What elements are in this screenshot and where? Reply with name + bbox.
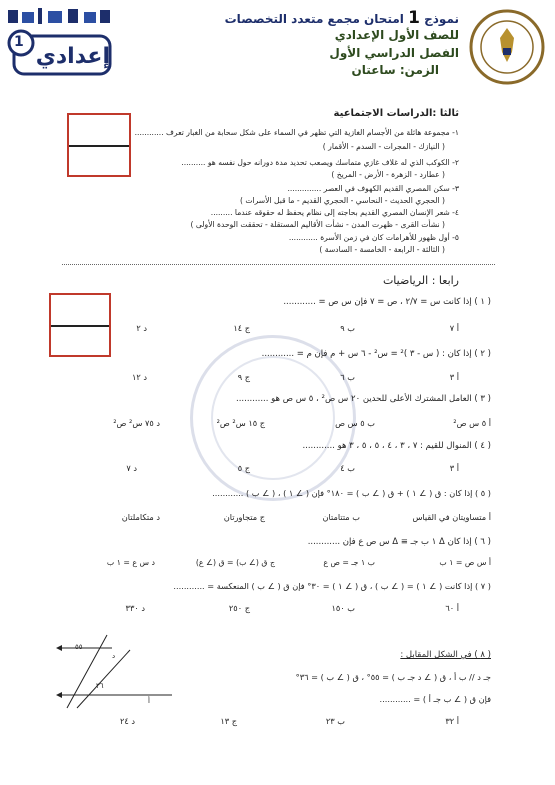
math-q6-opt-d: د س ع = ١ ب [106, 558, 155, 567]
math-q1: ( ١ ) إذا كانت س = ٢/٧ ، ص = ٧ فإن س ص = ............ [283, 297, 491, 307]
watermark-seal [190, 335, 356, 501]
math-q4-opt-d: د ٧ [126, 463, 137, 473]
social-q2: ٢- الكوكب الذي له غلاف غازي متماسك ويصعب تحديد مدة دورانه حول نفسه هو .......... [181, 158, 459, 167]
math-q4-opt-b: ب ٤ [340, 463, 355, 473]
math-q7-opt-a: أ ٦٠ [445, 603, 459, 613]
figure-label-36: ٣٦ [96, 682, 104, 690]
social-title: ثالثا :الدراسات الاجتماعية [333, 108, 459, 119]
math-q7-opt-b: ب ١٥٠ [331, 603, 355, 613]
math-q8-line2: فإن ق ( ∠ ب جـ أ ) = ............ [379, 694, 491, 704]
score-box-math [49, 293, 111, 357]
stationery-icons [6, 6, 114, 26]
section-divider [62, 264, 495, 265]
math-q5-opt-a: أ متساويتان في القياس [412, 512, 491, 522]
header-prefix: نموذج [424, 12, 459, 26]
badge-text: إعدادي [35, 44, 110, 69]
social-q3-options: ( الحجري الحديث - النحاسي - الحجري القديم - ما قبل الأسرات ) [239, 196, 445, 205]
term-label: الفصل الدراسي الأول [329, 46, 459, 60]
score-box-social [67, 113, 131, 177]
social-q1-options: ( النيازك - المجرات - السدم - الأقمار ) [322, 142, 445, 151]
math-q8-opt-d: د ٢٤ [119, 716, 135, 726]
math-q7: ( ٧ ) إذا كانت ( ∠ ١ ) = ( ∠ ب ) ، ق ( ∠ ١ ) = ٣٠° فإن ق ( ∠ ب ) المنعكسة = ............ [173, 581, 491, 591]
model-number: 1 [408, 8, 420, 28]
exam-title: امتحان مجمع متعدد التخصصات [224, 12, 404, 26]
social-q1: ١- مجموعة هائلة من الأجسام الغازية التي تظهر في السماء على شكل سحابة من الغبار تعرف ............ [134, 128, 459, 137]
math-q8-opt-c: ج ١٣ [220, 716, 237, 726]
math-q1-opt-a: أ ٧ [449, 323, 459, 333]
social-q5: ٥- أول ظهور للأهرامات كان في زمن الأسرة ............ [288, 233, 459, 242]
header-line1 [225, 8, 459, 28]
math-q7-opt-c: ج ٢٥٠ [228, 603, 250, 613]
math-q4-opt-a: أ ٣ [449, 463, 459, 473]
math-q2-opt-c: ج ٩ [237, 372, 250, 382]
math-q2-opt-b: ب ٦ [340, 372, 355, 382]
math-q2-opt-d: د ١٢ [131, 372, 147, 382]
math-q6-opt-a: أ س ص = ١ ب [439, 558, 491, 567]
math-q3-opt-c: ج ١٥ س² ص² [216, 418, 265, 428]
social-q5-options: ( الثالثة - الرابعة - الخامسة - السادسة ) [319, 245, 445, 254]
math-q2-opt-a: أ ٣ [449, 372, 459, 382]
social-q2-options: ( عطارد - الزهرة - الأرض - المريخ ) [331, 170, 445, 179]
math-q8-opt-a: أ ٣٢ [445, 716, 459, 726]
math-q5: ( ٥ ) إذا كان : ق ( ∠ ١ ) + ق ( ∠ ب ) = ١٨٠° فإن ( ∠ ١ ) ، ( ∠ ب ) ............ [212, 488, 491, 498]
math-q8-line1: جـ د // ب أ ، ق ( ∠ د جـ ب ) = ٥٥° ، ق ( ∠ ب ) = ٣٦° [295, 672, 491, 682]
social-q4: ٤- شعر الإنسان المصري القديم بحاجته إلى نظام يحفظ له حقوقه عندما ......... [210, 208, 459, 217]
badge-number: 1 [14, 34, 24, 50]
math-q6-opt-c: ج ق (∠ ب) = ق (∠ ع) [195, 558, 275, 567]
math-q8-title: ( ٨ ) في الشكل المقابل : [400, 650, 491, 660]
figure-label-a: أ [148, 697, 150, 705]
math-q8-opt-b: ب ٢٣ [325, 716, 345, 726]
math-q3: ( ٣ ) العامل المشترك الأعلى للحدين ٢٠ س ص² ، ٥ س ص هو ............ [236, 394, 491, 404]
math-q1-opt-b: ب ٩ [340, 323, 355, 333]
math-q6-opt-b: ب ١ جـ = ص ع [323, 558, 375, 567]
social-q4-options: ( نشأت القرى - ظهرت المدن - نشأت الأقاليم المستقلة - تحققت الوحدة الأولى ) [190, 220, 445, 229]
math-q2: ( ٢ ) إذا كان : ( س - ٣ )² = س² - ٦ س + م فإن م = ............ [261, 349, 491, 359]
math-q5-opt-c: ج متجاورتان [223, 512, 265, 522]
math-q4: ( ٤ ) المنوال للقيم : ٧ ، ٣ ، ٤ ، ٥ ، ٥ ، ٣ هو ............ [302, 441, 491, 451]
math-q4-opt-c: ج ٥ [237, 463, 250, 473]
math-q6: ( ٦ ) إذا كان Δ ١ ب جـ ≡ Δ س ص ع فإن ............ [307, 537, 491, 547]
math-q1-opt-c: ج ١٤ [233, 323, 250, 333]
math-q7-opt-d: د ٣٣٠ [125, 603, 145, 613]
math-title: رابعا : الرياضيات [382, 274, 459, 287]
grade-label: للصف الأول الإعدادي [334, 28, 459, 42]
math-q5-opt-b: ب متتامتان [322, 512, 360, 522]
math-q5-opt-d: د متكاملتان [121, 512, 160, 522]
math-q3-opt-b: ب ٥ س ص [335, 418, 375, 428]
time-label: الزمن: ساعتان [351, 63, 439, 77]
social-q3: ٣- سكن المصري القديم الكهوف في العصر .............. [287, 184, 459, 193]
figure-label-55: ٥٥ [75, 643, 83, 651]
math-q3-opt-a: أ ٥ س ص² [453, 418, 491, 428]
figure-label-d: د [112, 652, 116, 660]
ministry-logo [468, 8, 546, 86]
math-q1-opt-d: د ٢ [136, 323, 147, 333]
math-q3-opt-d: د ٧٥ س² ص² [113, 418, 160, 428]
geometry-figure [52, 630, 182, 710]
